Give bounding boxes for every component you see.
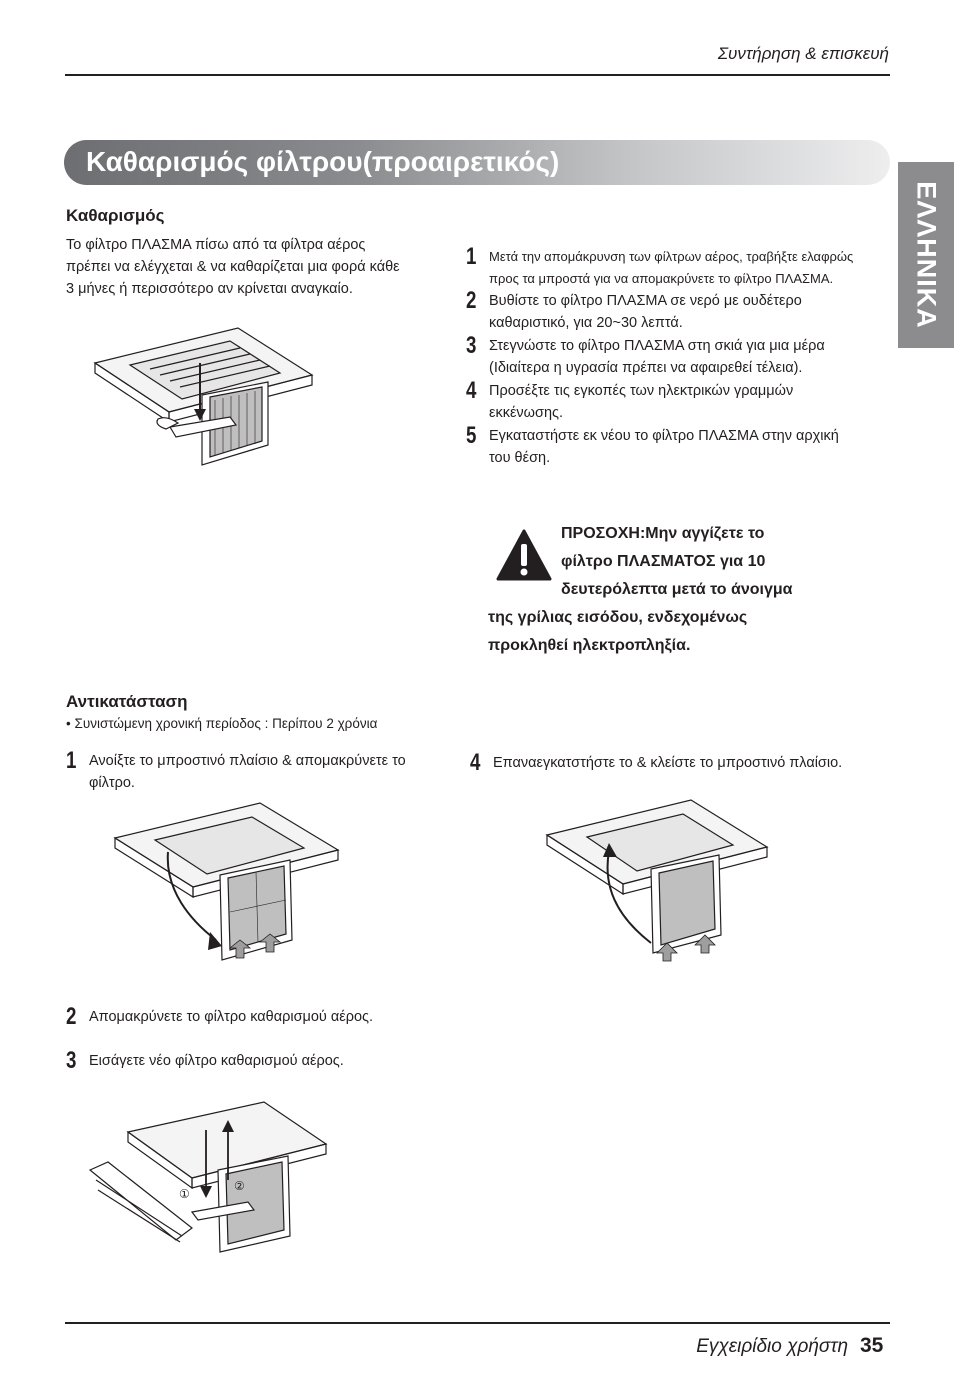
replacement-period: • Συνιστώμενη χρονική περίοδος : Περίπου 2 χρόνια [66,716,378,731]
callout-two: ② [234,1179,245,1193]
reinstall-front-panel-illustration [545,795,775,965]
warning-line: της γρίλιας εισόδου, ενδεχομένως [488,609,748,626]
intro-line: 3 μήνες ή περισσότερο αν κρίνεται αναγκαίο. [66,281,353,297]
step-text [489,335,825,379]
step-text: Εισάγετε νέο φίλτρο καθαρισμού αέρος. [89,1053,344,1069]
step-line: Ανοίξτε το μπροστινό πλαίσιο & απομακρύνετε το [89,753,406,769]
replacement-step [66,1003,446,1030]
cleaning-step [466,332,886,380]
step-text [489,425,839,469]
step-line: του θέση. [489,450,551,466]
step-text: Επαναεγκατστήστε το & κλείστε το μπροστινό πλαίσιο. [493,755,843,771]
replacement-step [470,749,890,776]
step-text: Απομακρύνετε το φίλτρο καθαρισμού αέρος. [89,1009,374,1025]
step-text [489,290,802,334]
step-text [489,380,793,424]
step-number: 2 [66,1003,77,1030]
page-number: 35 [860,1334,884,1357]
step-number: 3 [466,332,477,359]
replacement-step [66,1047,446,1074]
replacement-heading: Αντικατάσταση [66,692,188,711]
insert-air-filter-illustration [88,1100,328,1255]
step-line: Βυθίστε το φίλτρο ΠΛΑΣΜΑ σε νερό με ουδέτερο [489,293,802,309]
step-line: Στεγνώστε το φίλτρο ΠΛΑΣΜΑ στη σκιά για μια μέρα [489,338,825,354]
step-number: 1 [466,243,477,270]
step-number: 2 [466,287,477,314]
running-header: Συντήρηση & επισκευή [717,44,889,63]
footer-label: Εγχειρίδιο χρήστη [696,1336,848,1357]
cleaning-step [466,422,886,470]
step-number: 1 [66,747,77,774]
step-line: εκκένωσης. [489,405,564,421]
header-rule [65,74,890,76]
step-number: 4 [470,749,481,776]
step-line: Μετά την απομάκρυνση των φίλτρων αέρος, τραβήξτε ελαφρώς [489,249,854,264]
replacement-step [66,747,446,796]
cleaning-step [466,377,886,425]
step-number: 5 [466,422,477,449]
warning-triangle-icon [496,528,552,582]
step-text [89,750,406,794]
callout-one: ① [179,1187,190,1201]
warning-line: δευτερόλεπτα μετά το άνοιγμα [561,581,793,598]
step-line: καθαριστικό, για 20~30 λεπτά. [489,315,683,331]
cleaning-intro [66,234,446,300]
language-tab-label: ΕΛΛΗΝΙΚΑ [911,181,942,329]
page-title: Καθαρισμός φίλτρου(προαιρετικός) [86,146,560,177]
footer-rule [65,1322,890,1324]
step-number: 3 [66,1047,77,1074]
cleaning-step [466,287,886,335]
open-front-panel-illustration [110,800,350,970]
plasma-filter-removal-illustration [90,325,320,480]
cleaning-step [466,243,886,290]
cleaning-steps-list [466,243,886,470]
warning-line: ΠΡΟΣΟΧΗ:Μην αγγίζετε το [561,525,765,542]
cleaning-heading: Καθαρισμός [66,206,165,225]
step-number: 4 [466,377,477,404]
intro-line: πρέπει να ελέγχεται & να καθαρίζεται μια φορά κάθε [66,259,400,275]
intro-line: Το φίλτρο ΠΛΑΣΜΑ πίσω από τα φίλτρα αέρος [66,237,366,253]
step-text [489,246,853,290]
language-tab [898,162,954,348]
step-line: Εγκαταστήστε εκ νέου το φίλτρο ΠΛΑΣΜΑ στην αρχική [489,428,839,444]
step-line: Προσέξτε τις εγκοπές των ηλεκτρικών γραμμών [489,383,794,399]
step-line: προς τα μπροστά για να απομακρύνετε το φίλτρο ΠΛΑΣΜΑ. [489,271,834,286]
step-line: φίλτρο. [89,775,135,791]
warning-line: φίλτρο ΠΛΑΣΜΑΤΟΣ για 10 [561,553,766,570]
step-line: (Ιδιαίτερα η υγρασία πρέπει να αφαιρεθεί τέλεια). [489,360,803,376]
warning-line: προκληθεί ηλεκτροπληξία. [488,637,691,654]
